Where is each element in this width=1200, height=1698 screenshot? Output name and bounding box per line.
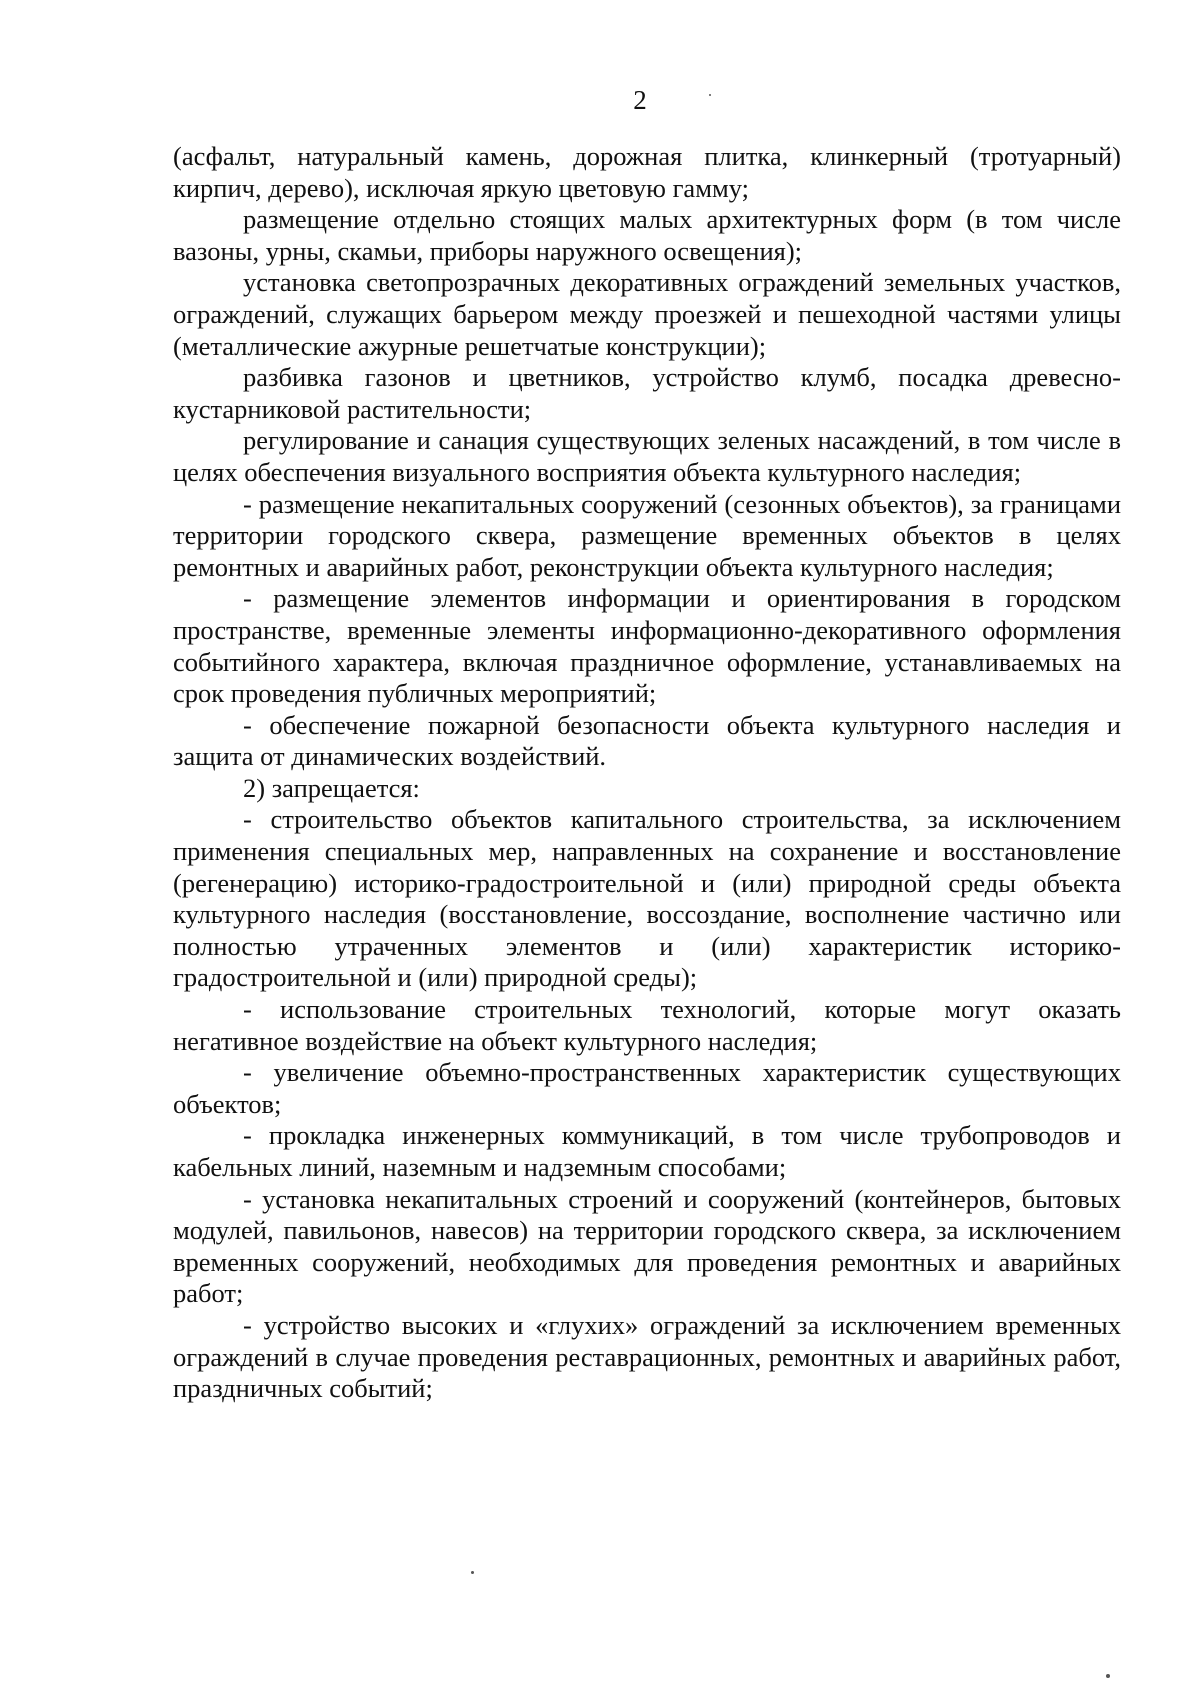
paragraph-14: - установка некапитальных строений и сооружений (контейнеров, бытовых модулей, павильонов, навесов) на территории городского сквера, за исключением временных сооружений, необходимых для проведения ремонтных и аварийных работ; — [173, 1183, 1121, 1309]
paragraph-6: - размещение некапитальных сооружений (сезонных объектов), за границами территории городского сквера, размещение временных объектов в целях ремонтных и аварийных работ, реконструкции объекта культурного наследия; — [173, 488, 1121, 582]
paragraph-11: - использование строительных технологий, которые могут оказать негативное воздействие на объект культурного наследия; — [173, 994, 1121, 1056]
paragraph-13: - прокладка инженерных коммуникаций, в том числе трубопроводов и кабельных линий, наземным и надземным способами; — [173, 1120, 1121, 1182]
page-number: 2 — [633, 85, 647, 115]
paragraph-2: размещение отдельно стоящих малых архитектурных форм (в том числе вазоны, урны, скамьи, приборы наружного освещения); — [173, 204, 1121, 266]
paragraph-9: 2) запрещается: — [243, 772, 420, 803]
document-body — [173, 141, 1121, 1405]
scan-speck — [471, 1571, 474, 1574]
paragraph-10: - строительство объектов капитального строительства, за исключением применения специальных мер, направленных на сохранение и восстановление (регенерацию) историко-градостроительной и (или) природной среды объекта культурного наследия (восстановление, воссоздание, восполнение частично или полностью утраченных элементов и (или) характеристик историко-градостроительной и (или) природной среды); — [173, 804, 1121, 993]
paragraph-8: - обеспечение пожарной безопасности объекта культурного наследия и защита от динамических воздействий. — [173, 709, 1121, 772]
scan-speck — [709, 94, 711, 96]
paragraph-3: установка светопрозрачных декоративных ограждений земельных участков, ограждений, служащих барьером между проезжей и пешеходной частями улицы (металлические ажурные решетчатые конструкции); — [173, 267, 1121, 361]
paragraph-1: (асфальт, натуральный камень, дорожная плитка, клинкерный (тротуарный) кирпич, дерево), исключая яркую цветовую гамму; — [173, 141, 1121, 203]
paragraph-5: регулирование и санация существующих зеленых насаждений, в том числе в целях обеспечения визуального восприятия объекта культурного наследия; — [173, 425, 1121, 487]
scan-speck — [1106, 1674, 1110, 1678]
paragraph-4: разбивка газонов и цветников, устройство клумб, посадка древесно-кустарниковой растительности; — [173, 362, 1121, 424]
paragraph-7: - размещение элементов информации и ориентирования в городском пространстве, временные элементы информационно-декоративного оформления событийного характера, включая праздничное оформление, устанавливаемых на срок проведения публичных мероприятий; — [173, 583, 1121, 709]
paragraph-12: - увеличение объемно-пространственных характеристик существующих объектов; — [173, 1057, 1121, 1119]
paragraph-15: - устройство высоких и «глухих» ограждений за исключением временных ограждений в случае проведения реставрационных, ремонтных и аварийных работ, праздничных событий; — [173, 1309, 1121, 1404]
